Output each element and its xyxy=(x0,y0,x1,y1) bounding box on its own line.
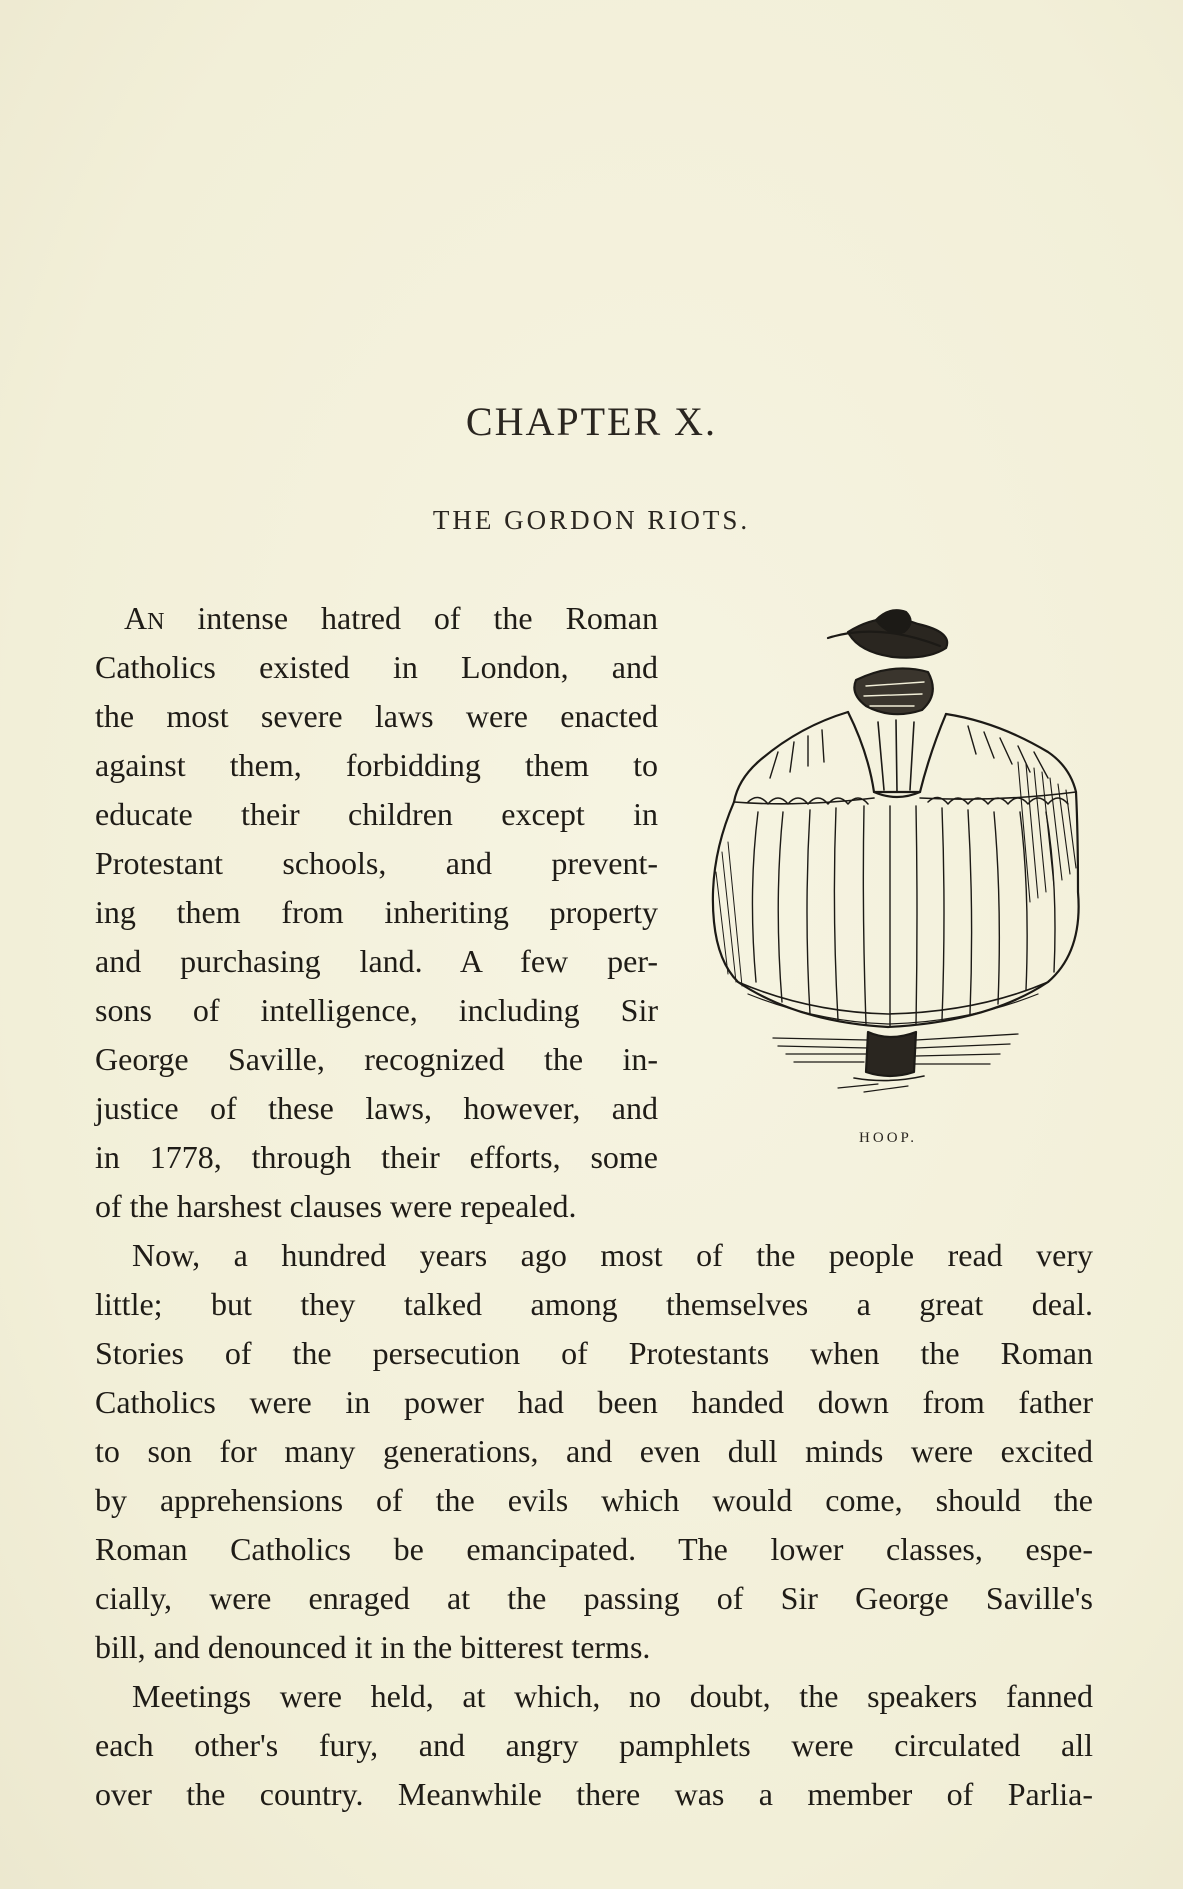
paragraph-line: Roman Catholics be emancipated. The lower classes, espe- xyxy=(95,1531,1093,1567)
paragraph-line: ing them from inheriting property xyxy=(95,894,658,930)
paragraph-line: Protestant schools, and prevent- xyxy=(95,845,658,881)
hoop-illustration xyxy=(678,602,1098,1162)
paragraph-line: Meetings were held, at which, no doubt, the speakers fanned xyxy=(132,1678,1093,1714)
paragraph-line: by apprehensions of the evils which would come, should the xyxy=(95,1482,1093,1518)
drop-cap: A xyxy=(124,600,148,636)
paragraph-line: and purchasing land. A few per- xyxy=(95,943,658,979)
figure-caption: HOOP. xyxy=(859,1130,917,1146)
paragraph-line: bill, and denounced it in the bitterest terms. xyxy=(95,1629,651,1665)
paragraph-line: little; but they talked among themselves a great deal. xyxy=(95,1286,1093,1322)
paragraph-line: Stories of the persecution of Protestants when the Roman xyxy=(95,1335,1093,1371)
paragraph-line: over the country. Meanwhile there was a member of Parlia- xyxy=(95,1776,1093,1812)
paragraph-line: to son for many generations, and even dull minds were excited xyxy=(95,1433,1093,1469)
paragraph-line: educate their children except in xyxy=(95,796,658,832)
paragraph-line: in 1778, through their efforts, some xyxy=(95,1139,658,1175)
paragraph-line: George Saville, recognized the in- xyxy=(95,1041,658,1077)
small-cap: N xyxy=(147,609,165,635)
paragraph-line: Catholics were in power had been handed down from father xyxy=(95,1384,1093,1420)
chapter-title: THE GORDON RIOTS. xyxy=(432,505,751,535)
paragraph-line: each other's fury, and angry pamphlets were circulated all xyxy=(95,1727,1093,1763)
paragraph-line: Now, a hundred years ago most of the people read very xyxy=(132,1237,1093,1273)
paragraph-line: of the harshest clauses were repealed. xyxy=(95,1188,577,1224)
paragraph-line: against them, forbidding them to xyxy=(95,747,658,783)
paragraph-line: the most severe laws were enacted xyxy=(95,698,658,734)
first-line-text: intense hatred of the Roman xyxy=(164,600,658,636)
paragraph-line: Catholics existed in London, and xyxy=(95,649,658,685)
paragraph-line: cially, were enraged at the passing of Sir George Saville's xyxy=(95,1580,1093,1616)
chapter-number: CHAPTER X. xyxy=(465,399,718,444)
hoop-skirt-drawing xyxy=(678,602,1098,1107)
paragraph-line: justice of these laws, however, and xyxy=(95,1090,658,1126)
paragraph-line xyxy=(95,598,658,642)
paragraph-line: sons of intelligence, including Sir xyxy=(95,992,658,1028)
